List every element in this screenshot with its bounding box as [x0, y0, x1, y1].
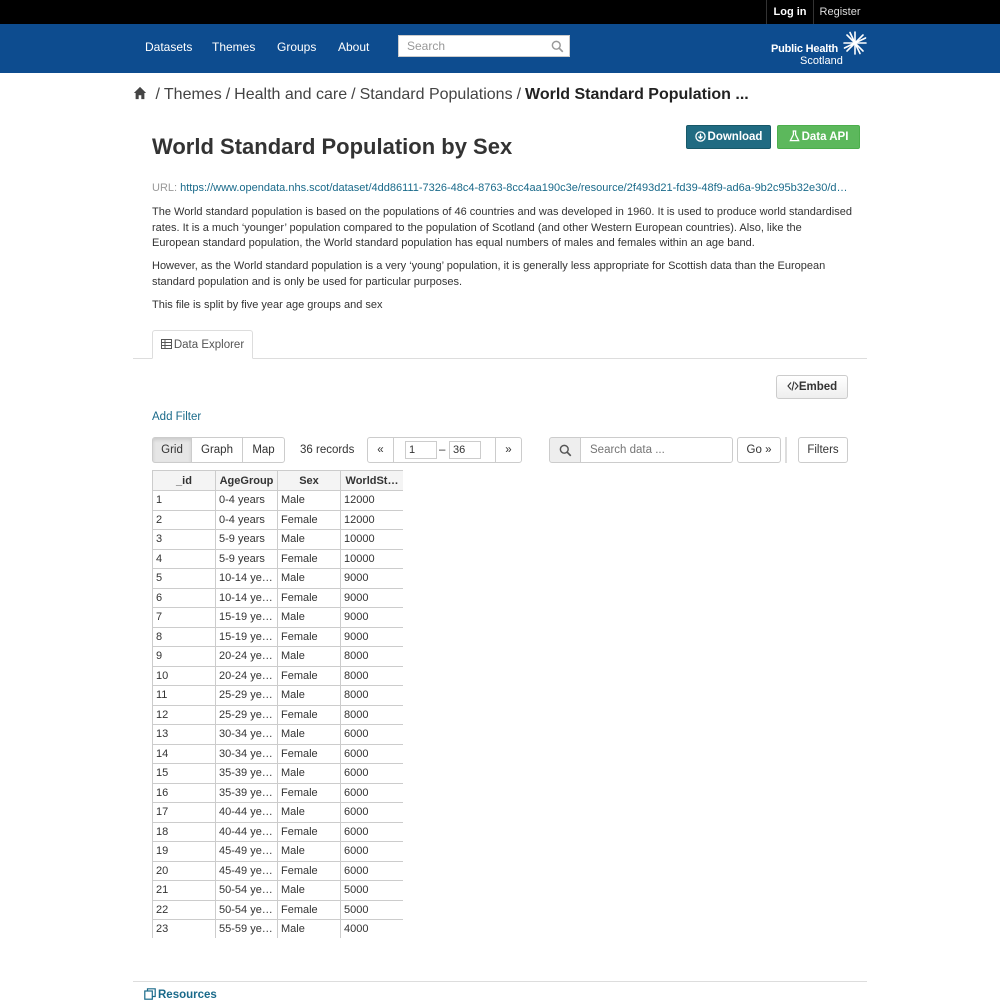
embed-label: Embed [798, 381, 838, 393]
nav-themes[interactable]: Themes [212, 40, 256, 54]
table-cell: 22 [153, 900, 216, 920]
login-link[interactable]: Log in [766, 0, 814, 24]
table-cell: 3 [153, 530, 216, 550]
table-cell: Male [278, 530, 341, 550]
table-cell: Male [278, 686, 341, 706]
table-cell: 6000 [341, 803, 404, 823]
table-cell: 10-14 ye… [216, 588, 278, 608]
table-cell: 10000 [341, 549, 404, 569]
table-cell: 5-9 years [216, 530, 278, 550]
table-row[interactable] [153, 881, 404, 901]
table-cell: Male [278, 803, 341, 823]
table-cell: 6000 [341, 783, 404, 803]
table-cell: 8000 [341, 686, 404, 706]
table-row[interactable] [153, 861, 404, 881]
table-cell: 8000 [341, 666, 404, 686]
table-row[interactable] [153, 588, 404, 608]
search-icon [559, 444, 572, 457]
table-cell: Female [278, 822, 341, 842]
site-search-placeholder: Search [407, 39, 446, 53]
table-cell: 9000 [341, 627, 404, 647]
breadcrumb: / Themes / Health and care / Standard Populations / World Standard Population ... [133, 86, 749, 106]
table-cell: Male [278, 764, 341, 784]
table-cell: Male [278, 920, 341, 939]
column-header-sex[interactable]: Sex [278, 471, 341, 491]
table-cell: 11 [153, 686, 216, 706]
table-row[interactable] [153, 705, 404, 725]
pager-to-input[interactable] [449, 441, 481, 459]
table-cell: 30-34 ye… [216, 744, 278, 764]
table-cell: 9000 [341, 608, 404, 628]
table-cell: 2 [153, 510, 216, 530]
star-logo-icon [842, 30, 868, 56]
table-cell: 8 [153, 627, 216, 647]
data-search-button[interactable] [549, 437, 581, 463]
table-cell: Male [278, 608, 341, 628]
code-icon [787, 381, 799, 391]
table-cell: 50-54 ye… [216, 900, 278, 920]
table-row[interactable] [153, 900, 404, 920]
table-cell: 15-19 ye… [216, 627, 278, 647]
table-cell: Female [278, 588, 341, 608]
table-cell: 6000 [341, 725, 404, 745]
toolbar-divider [785, 437, 787, 463]
table-cell: 9000 [341, 588, 404, 608]
site-search-input[interactable] [398, 35, 570, 57]
table-row[interactable] [153, 608, 404, 628]
resources-heading[interactable] [144, 988, 217, 1000]
breadcrumb-current[interactable]: World Standard Population ... [525, 86, 749, 103]
table-row[interactable] [153, 744, 404, 764]
table-cell: 15 [153, 764, 216, 784]
table-cell: 8000 [341, 647, 404, 667]
tab-data-explorer[interactable] [152, 330, 253, 359]
table-cell: 40-44 ye… [216, 803, 278, 823]
table-cell: 35-39 ye… [216, 783, 278, 803]
record-count: 36 records [300, 444, 355, 456]
resources-label: Resources [158, 989, 217, 1000]
breadcrumb-health-and-care[interactable]: Health and care [234, 86, 348, 103]
download-label: Download [707, 131, 763, 143]
embed-button[interactable] [776, 375, 848, 399]
table-cell: Female [278, 510, 341, 530]
table-row[interactable] [153, 569, 404, 589]
masthead [0, 24, 1000, 73]
column-header-agegroup[interactable]: AgeGroup [216, 471, 278, 491]
table-cell: 18 [153, 822, 216, 842]
table-cell: Female [278, 549, 341, 569]
table-row[interactable] [153, 803, 404, 823]
table-cell: 6000 [341, 861, 404, 881]
table-cell: 9000 [341, 569, 404, 589]
table-cell: Female [278, 627, 341, 647]
resource-url [152, 182, 852, 194]
home-icon[interactable] [133, 86, 147, 100]
table-cell: 21 [153, 881, 216, 901]
table-cell: 7 [153, 608, 216, 628]
table-row[interactable] [153, 686, 404, 706]
add-filter-link[interactable]: Add Filter [152, 411, 202, 423]
section-divider [133, 981, 867, 982]
tab-data-explorer-label: Data Explorer [173, 339, 245, 351]
grid-body [153, 491, 404, 939]
url-label: URL: [152, 182, 178, 194]
register-link[interactable]: Register [819, 6, 861, 18]
table-cell: 0-4 years [216, 491, 278, 511]
table-cell: Female [278, 900, 341, 920]
column-header-id[interactable]: _id [153, 471, 216, 491]
table-cell: 5000 [341, 900, 404, 920]
table-row[interactable] [153, 666, 404, 686]
table-cell: 9 [153, 647, 216, 667]
table-cell: Male [278, 842, 341, 862]
table-cell: 35-39 ye… [216, 764, 278, 784]
view-switcher [152, 437, 285, 463]
table-icon [161, 339, 172, 349]
description-paragraph-1: The World standard population is based on the populations of 46 countries and was developed in 1960. It is used to produce world standardised rates. It is a much ‘younger’ population compared to the population of Scotland (and other Western European countries). Also, like the European standard population, the World standard population has equal numbers of males and females within an age band. [152, 206, 852, 249]
table-cell: Female [278, 861, 341, 881]
table-row[interactable] [153, 647, 404, 667]
table-cell: 45-49 ye… [216, 861, 278, 881]
go-button[interactable]: Go » [737, 437, 781, 463]
table-row[interactable] [153, 920, 404, 939]
pager-dash: – [439, 444, 446, 456]
table-cell: 6000 [341, 842, 404, 862]
table-cell: Female [278, 783, 341, 803]
table-cell: 17 [153, 803, 216, 823]
table-cell: 5 [153, 569, 216, 589]
table-cell: 6000 [341, 764, 404, 784]
table-cell: Female [278, 744, 341, 764]
table-cell: 50-54 ye… [216, 881, 278, 901]
table-cell: Male [278, 725, 341, 745]
nav-about[interactable]: About [338, 40, 370, 54]
search-icon[interactable] [551, 40, 564, 53]
url-link[interactable]: https://www.opendata.nhs.scot/dataset/4dd86111-7326-48c4-8763-8cc4aa190c3e/resource/2f493d21-fd39-48f9-ad6a-9b2c95b32e30/d… [180, 182, 848, 194]
table-cell: 40-44 ye… [216, 822, 278, 842]
account-bar [0, 0, 1000, 24]
table-cell: 45-49 ye… [216, 842, 278, 862]
nav-groups[interactable]: Groups [277, 40, 317, 54]
description-paragraph-2: However, as the World standard population is a very ‘young’ population, it is generally less appropriate for Scottish data than the European standard population and is only be used for particular purposes. [152, 260, 826, 288]
table-row[interactable] [153, 725, 404, 745]
grid-header-row [153, 471, 404, 491]
brand-line1: Public Health [771, 43, 839, 55]
table-cell: 4000 [341, 920, 404, 939]
description-paragraph-3: This file is split by five year age groups and sex [152, 299, 383, 311]
table-cell: 6000 [341, 822, 404, 842]
view-map-button[interactable]: Map [242, 437, 285, 463]
table-cell: 10-14 ye… [216, 569, 278, 589]
data-grid[interactable] [152, 470, 403, 938]
table-cell: 1 [153, 491, 216, 511]
table-row[interactable] [153, 822, 404, 842]
filters-button[interactable]: Filters [798, 437, 848, 463]
table-cell: 0-4 years [216, 510, 278, 530]
pager [367, 437, 522, 463]
copy-icon [144, 988, 156, 1000]
table-cell: Male [278, 491, 341, 511]
table-cell: 13 [153, 725, 216, 745]
table-cell: 5-9 years [216, 549, 278, 569]
table-cell: 12000 [341, 510, 404, 530]
table-cell: Male [278, 647, 341, 667]
view-grid-button[interactable]: Grid [152, 437, 192, 463]
table-row[interactable] [153, 842, 404, 862]
table-cell: 20-24 ye… [216, 666, 278, 686]
breadcrumb-standard-populations[interactable]: Standard Populations [359, 86, 513, 103]
column-header-worldstandard[interactable]: WorldSt… [341, 471, 404, 491]
table-cell: 55-59 ye… [216, 920, 278, 939]
table-cell: 6000 [341, 744, 404, 764]
view-graph-button[interactable]: Graph [191, 437, 243, 463]
table-cell: 25-29 ye… [216, 705, 278, 725]
download-icon [695, 131, 706, 142]
table-cell: 4 [153, 549, 216, 569]
flask-icon [789, 130, 800, 142]
table-cell: Female [278, 705, 341, 725]
pager-prev-button[interactable]: « [368, 438, 394, 462]
table-cell: 8000 [341, 705, 404, 725]
table-cell: 25-29 ye… [216, 686, 278, 706]
breadcrumb-themes[interactable]: Themes [163, 86, 222, 103]
table-row[interactable] [153, 491, 404, 511]
table-cell: 23 [153, 920, 216, 939]
brand-logo[interactable] [770, 30, 870, 68]
table-row[interactable] [153, 510, 404, 530]
data-api-button[interactable] [777, 125, 860, 149]
table-row[interactable] [153, 627, 404, 647]
nav-datasets[interactable]: Datasets [145, 40, 193, 54]
table-cell: 5000 [341, 881, 404, 901]
table-cell: 12 [153, 705, 216, 725]
table-cell: 12000 [341, 491, 404, 511]
table-cell: Female [278, 666, 341, 686]
table-cell: 6 [153, 588, 216, 608]
table-row[interactable] [153, 764, 404, 784]
pager-next-button[interactable]: » [495, 438, 521, 462]
table-cell: 10 [153, 666, 216, 686]
brand-line2: Scotland [800, 55, 843, 67]
table-cell: 20-24 ye… [216, 647, 278, 667]
table-cell: 20 [153, 861, 216, 881]
table-cell: 10000 [341, 530, 404, 550]
download-button[interactable] [686, 125, 771, 149]
table-cell: 14 [153, 744, 216, 764]
table-row[interactable] [153, 549, 404, 569]
table-cell: 30-34 ye… [216, 725, 278, 745]
table-row[interactable] [153, 783, 404, 803]
table-cell: 16 [153, 783, 216, 803]
page-title: World Standard Population by Sex [152, 134, 513, 159]
data-search-input[interactable] [580, 437, 733, 463]
table-row[interactable] [153, 530, 404, 550]
pager-from-input[interactable] [405, 441, 437, 459]
table-cell: 19 [153, 842, 216, 862]
data-api-label: Data API [801, 131, 849, 143]
table-cell: Male [278, 569, 341, 589]
table-cell: Male [278, 881, 341, 901]
table-cell: 15-19 ye… [216, 608, 278, 628]
